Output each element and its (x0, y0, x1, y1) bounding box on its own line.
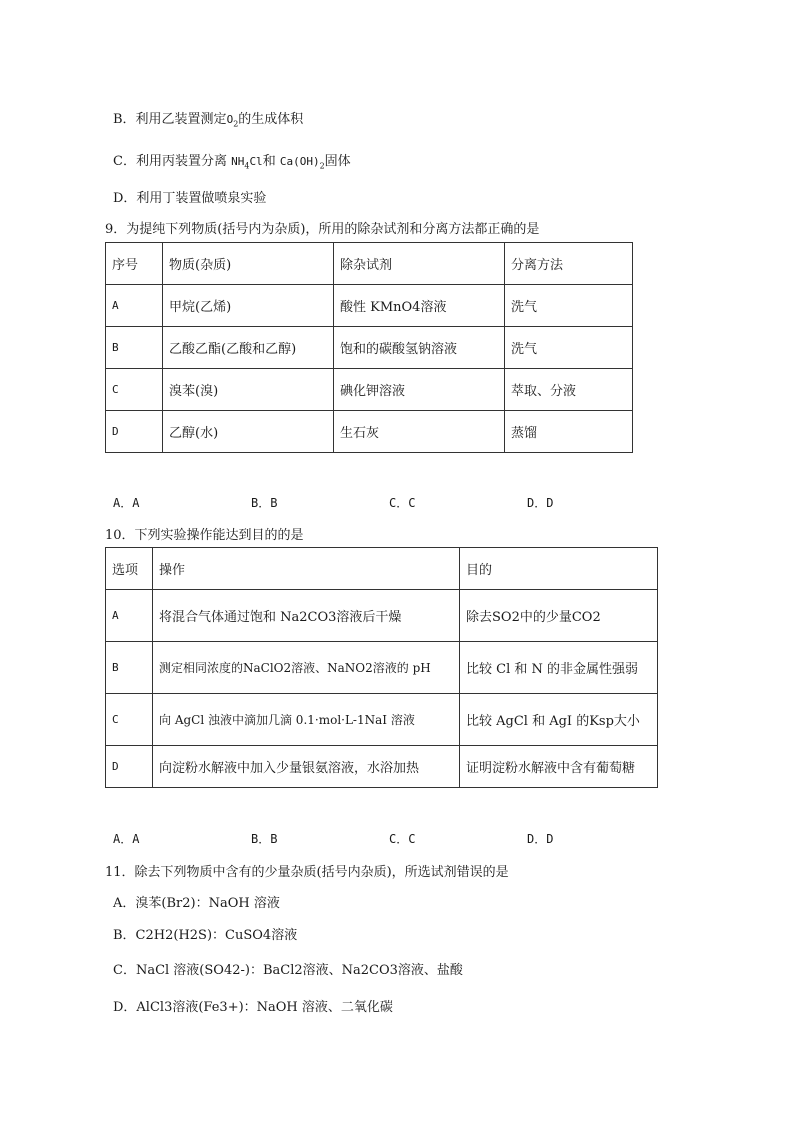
q11-option-a[interactable]: A．溴苯(Br2)：NaOH 溶液 (113, 896, 280, 911)
table-cell: 饱和的碳酸氢钠溶液 (334, 327, 505, 369)
table-cell: 除去SO2中的少量CO2 (460, 590, 658, 642)
table-cell: 洗气 (505, 327, 633, 369)
choice-b[interactable]: B．B (251, 496, 278, 510)
table-header-row (106, 243, 633, 285)
table-row (106, 369, 633, 411)
table-cell: A (106, 590, 153, 642)
q8-option-d: D．利用丁装置做喷泉实验 (113, 191, 267, 206)
q8-option-b: B．利用乙装置测定$O_2$的生成体积 (113, 112, 304, 129)
table-cell: 溴苯(溴) (163, 369, 334, 411)
choice-b[interactable]: B．B (251, 832, 278, 846)
table-cell: D (106, 411, 163, 453)
table-row (106, 327, 633, 369)
choice-a[interactable]: A．A (113, 496, 140, 510)
table-header-cell: 选项 (106, 548, 153, 590)
choice-c[interactable]: C．C (389, 832, 416, 846)
table-cell: B (106, 642, 153, 694)
choice-d[interactable]: D．D (527, 832, 554, 846)
choice-d[interactable]: D．D (527, 496, 554, 510)
table-cell: D (106, 746, 153, 788)
table-cell: 向淀粉水解液中加入少量银氨溶液，水浴加热 (153, 746, 460, 788)
q9-title: 9．为提纯下列物质(括号内为杂质)，所用的除杂试剂和分离方法都正确的是 (105, 222, 540, 237)
table-cell: C (106, 369, 163, 411)
q8-option-c: C．利用丙装置分离 $NH_4Cl$和 $Ca(OH)_2$固体 (113, 154, 351, 171)
choice-a[interactable]: A．A (113, 832, 140, 846)
table-cell: 蒸馏 (505, 411, 633, 453)
table-row (106, 642, 658, 694)
q10-table (105, 547, 658, 788)
table-row (106, 694, 658, 746)
table-cell: 甲烷(乙烯) (163, 285, 334, 327)
table-header-cell: 操作 (153, 548, 460, 590)
table-cell: 萃取、分液 (505, 369, 633, 411)
table-cell: 洗气 (505, 285, 633, 327)
table-cell: 将混合气体通过饱和 Na2CO3溶液后干燥 (153, 590, 460, 642)
table-cell: 乙醇(水) (163, 411, 334, 453)
choice-c[interactable]: C．C (389, 496, 416, 510)
table-cell: C (106, 694, 153, 746)
q11-option-b[interactable]: B．C2H2(H2S)：CuSO4溶液 (113, 928, 298, 943)
table-cell: A (106, 285, 163, 327)
table-cell: B (106, 327, 163, 369)
table-header-cell: 序号 (106, 243, 163, 285)
q11-option-c[interactable]: C．NaCl 溶液(SO42-)：BaCl2溶液、Na2CO3溶液、盐酸 (113, 963, 463, 978)
q10-title: 10．下列实验操作能达到目的的是 (105, 528, 304, 543)
table-cell: 比较 Cl 和 N 的非金属性强弱 (460, 642, 658, 694)
table-row (106, 285, 633, 327)
table-header-row (106, 548, 658, 590)
table-cell: 酸性 KMnO4溶液 (334, 285, 505, 327)
table-header-cell: 目的 (460, 548, 658, 590)
table-header-cell: 物质(杂质) (163, 243, 334, 285)
q9-choices (113, 494, 713, 512)
table-cell: 证明淀粉水解液中含有葡萄糖 (460, 746, 658, 788)
table-row (106, 411, 633, 453)
table-cell: 测定相同浓度的NaClO2溶液、NaNO2溶液的 pH (153, 642, 460, 694)
q10-choices (113, 830, 713, 848)
q9-table (105, 242, 633, 453)
q11-title: 11．除去下列物质中含有的少量杂质(括号内杂质)，所选试剂错误的是 (105, 865, 509, 880)
table-row (106, 746, 658, 788)
table-cell: 碘化钾溶液 (334, 369, 505, 411)
table-cell: 向 AgCl 浊液中滴加几滴 0.1·mol·L-1NaI 溶液 (153, 694, 460, 746)
table-cell: 生石灰 (334, 411, 505, 453)
table-header-cell: 分离方法 (505, 243, 633, 285)
q11-option-d[interactable]: D．AlCl3溶液(Fe3+)：NaOH 溶液、二氧化碳 (113, 1000, 393, 1015)
table-cell: 乙酸乙酯(乙酸和乙醇) (163, 327, 334, 369)
table-cell: 比较 AgCl 和 AgI 的Ksp大小 (460, 694, 658, 746)
table-header-cell: 除杂试剂 (334, 243, 505, 285)
table-row (106, 590, 658, 642)
